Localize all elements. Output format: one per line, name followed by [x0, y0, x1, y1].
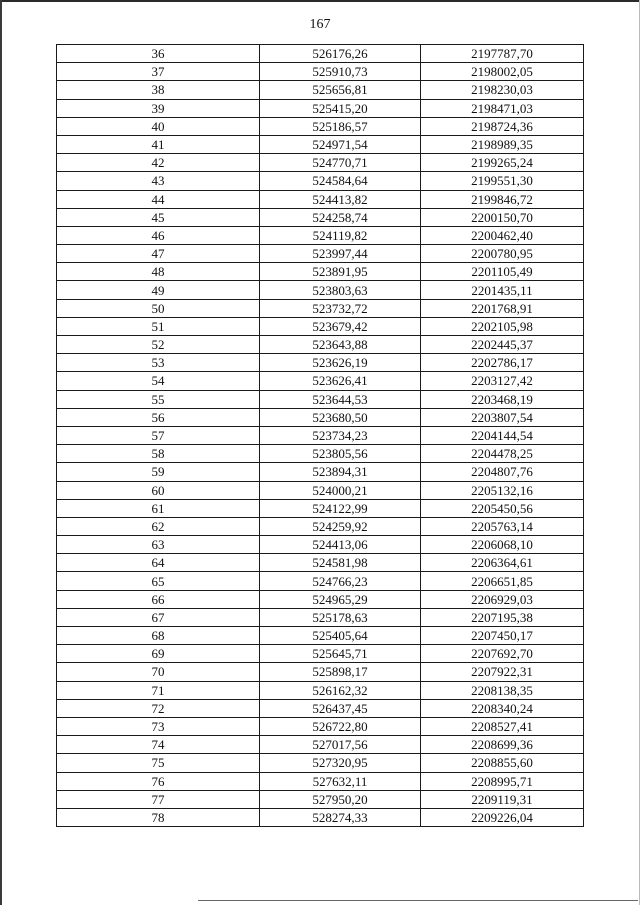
x-coordinate-cell: 525186,57: [260, 117, 421, 135]
point-number-cell: 64: [57, 554, 260, 572]
table-row: [57, 408, 584, 426]
y-coordinate-cell: 2204478,25: [421, 445, 584, 463]
x-coordinate-cell: 523894,31: [260, 463, 421, 481]
y-coordinate-cell: 2200150,70: [421, 208, 584, 226]
y-coordinate-cell: 2208855,60: [421, 754, 584, 772]
x-coordinate-cell: 525405,64: [260, 627, 421, 645]
point-number-cell: 75: [57, 754, 260, 772]
y-coordinate-cell: 2201768,91: [421, 299, 584, 317]
table-row: [57, 190, 584, 208]
x-coordinate-cell: 523643,88: [260, 336, 421, 354]
x-coordinate-cell: 527320,95: [260, 754, 421, 772]
point-number-cell: 39: [57, 99, 260, 117]
y-coordinate-cell: 2198471,03: [421, 99, 584, 117]
point-number-cell: 58: [57, 445, 260, 463]
point-number-cell: 70: [57, 663, 260, 681]
point-number-cell: 53: [57, 354, 260, 372]
table-row: [57, 663, 584, 681]
x-coordinate-cell: 523732,72: [260, 299, 421, 317]
y-coordinate-cell: 2203807,54: [421, 408, 584, 426]
point-number-cell: 54: [57, 372, 260, 390]
y-coordinate-cell: 2200780,95: [421, 245, 584, 263]
table-row: [57, 390, 584, 408]
x-coordinate-cell: 524584,64: [260, 172, 421, 190]
page-number: 167: [309, 17, 331, 32]
y-coordinate-cell: 2198002,05: [421, 63, 584, 81]
y-coordinate-cell: 2207692,70: [421, 645, 584, 663]
x-coordinate-cell: 525415,20: [260, 99, 421, 117]
point-number-cell: 69: [57, 645, 260, 663]
scan-edge-top: [0, 0, 640, 2]
x-coordinate-cell: 524766,23: [260, 572, 421, 590]
y-coordinate-cell: 2199846,72: [421, 190, 584, 208]
x-coordinate-cell: 527632,11: [260, 772, 421, 790]
x-coordinate-cell: 524259,92: [260, 517, 421, 535]
table-row: [57, 554, 584, 572]
point-number-cell: 56: [57, 408, 260, 426]
y-coordinate-cell: 2203468,19: [421, 390, 584, 408]
x-coordinate-cell: 526722,80: [260, 717, 421, 735]
y-coordinate-cell: 2198230,03: [421, 81, 584, 99]
table-row: [57, 45, 584, 63]
point-number-cell: 43: [57, 172, 260, 190]
x-coordinate-cell: 525178,63: [260, 608, 421, 626]
table-row: [57, 208, 584, 226]
point-number-cell: 78: [57, 808, 260, 826]
y-coordinate-cell: 2208340,24: [421, 699, 584, 717]
x-coordinate-cell: 525645,71: [260, 645, 421, 663]
y-coordinate-cell: 2206364,61: [421, 554, 584, 572]
x-coordinate-cell: 523997,44: [260, 245, 421, 263]
table-row: [57, 736, 584, 754]
y-coordinate-cell: 2207450,17: [421, 627, 584, 645]
x-coordinate-cell: 524258,74: [260, 208, 421, 226]
point-number-cell: 44: [57, 190, 260, 208]
point-number-cell: 65: [57, 572, 260, 590]
table-row: [57, 590, 584, 608]
point-number-cell: 57: [57, 426, 260, 444]
y-coordinate-cell: 2202786,17: [421, 354, 584, 372]
table-row: [57, 717, 584, 735]
y-coordinate-cell: 2207922,31: [421, 663, 584, 681]
point-number-cell: 76: [57, 772, 260, 790]
table-row: [57, 481, 584, 499]
y-coordinate-cell: 2201105,49: [421, 263, 584, 281]
table-row: [57, 608, 584, 626]
point-number-cell: 47: [57, 245, 260, 263]
x-coordinate-cell: 523891,95: [260, 263, 421, 281]
point-number-cell: 40: [57, 117, 260, 135]
table-row: [57, 372, 584, 390]
point-number-cell: 49: [57, 281, 260, 299]
table-row: [57, 81, 584, 99]
x-coordinate-cell: 523626,19: [260, 354, 421, 372]
point-number-cell: 67: [57, 608, 260, 626]
point-number-cell: 42: [57, 154, 260, 172]
table-row: [57, 517, 584, 535]
y-coordinate-cell: 2199551,30: [421, 172, 584, 190]
table-row: [57, 336, 584, 354]
table-row: [57, 808, 584, 826]
y-coordinate-cell: 2202105,98: [421, 317, 584, 335]
y-coordinate-cell: 2205132,16: [421, 481, 584, 499]
point-number-cell: 36: [57, 45, 260, 63]
y-coordinate-cell: 2208995,71: [421, 772, 584, 790]
y-coordinate-cell: 2206929,03: [421, 590, 584, 608]
table-row: [57, 354, 584, 372]
x-coordinate-cell: 524971,54: [260, 135, 421, 153]
table-row: [57, 317, 584, 335]
table-row: [57, 499, 584, 517]
point-number-cell: 55: [57, 390, 260, 408]
coordinates-table: [56, 44, 584, 827]
y-coordinate-cell: 2205763,14: [421, 517, 584, 535]
scan-edge-left: [0, 0, 2, 905]
y-coordinate-cell: 2204144,54: [421, 426, 584, 444]
point-number-cell: 66: [57, 590, 260, 608]
y-coordinate-cell: 2202445,37: [421, 336, 584, 354]
x-coordinate-cell: 525656,81: [260, 81, 421, 99]
x-coordinate-cell: 524413,06: [260, 536, 421, 554]
table-row: [57, 263, 584, 281]
x-coordinate-cell: 524119,82: [260, 226, 421, 244]
point-number-cell: 48: [57, 263, 260, 281]
point-number-cell: 77: [57, 790, 260, 808]
point-number-cell: 41: [57, 135, 260, 153]
point-number-cell: 51: [57, 317, 260, 335]
point-number-cell: 38: [57, 81, 260, 99]
table-row: [57, 572, 584, 590]
point-number-cell: 62: [57, 517, 260, 535]
x-coordinate-cell: 523626,41: [260, 372, 421, 390]
point-number-cell: 74: [57, 736, 260, 754]
table-row: [57, 154, 584, 172]
table-row: [57, 135, 584, 153]
point-number-cell: 46: [57, 226, 260, 244]
x-coordinate-cell: 526437,45: [260, 699, 421, 717]
x-coordinate-cell: 523803,63: [260, 281, 421, 299]
y-coordinate-cell: 2201435,11: [421, 281, 584, 299]
y-coordinate-cell: 2208699,36: [421, 736, 584, 754]
x-coordinate-cell: 523734,23: [260, 426, 421, 444]
x-coordinate-cell: 527950,20: [260, 790, 421, 808]
table-row: [57, 772, 584, 790]
y-coordinate-cell: 2207195,38: [421, 608, 584, 626]
x-coordinate-cell: 524413,82: [260, 190, 421, 208]
x-coordinate-cell: 524581,98: [260, 554, 421, 572]
table-row: [57, 426, 584, 444]
y-coordinate-cell: 2209226,04: [421, 808, 584, 826]
table-row: [57, 681, 584, 699]
y-coordinate-cell: 2200462,40: [421, 226, 584, 244]
table-row: [57, 299, 584, 317]
table-row: [57, 627, 584, 645]
table-row: [57, 699, 584, 717]
table-row: [57, 790, 584, 808]
y-coordinate-cell: 2197787,70: [421, 45, 584, 63]
x-coordinate-cell: 524000,21: [260, 481, 421, 499]
x-coordinate-cell: 525898,17: [260, 663, 421, 681]
table-row: [57, 172, 584, 190]
point-number-cell: 68: [57, 627, 260, 645]
y-coordinate-cell: 2203127,42: [421, 372, 584, 390]
y-coordinate-cell: 2209119,31: [421, 790, 584, 808]
x-coordinate-cell: 527017,56: [260, 736, 421, 754]
point-number-cell: 50: [57, 299, 260, 317]
point-number-cell: 45: [57, 208, 260, 226]
y-coordinate-cell: 2204807,76: [421, 463, 584, 481]
x-coordinate-cell: 524122,99: [260, 499, 421, 517]
y-coordinate-cell: 2198724,36: [421, 117, 584, 135]
table-row: [57, 245, 584, 263]
table-row: [57, 536, 584, 554]
coordinates-table-body: [57, 45, 584, 827]
point-number-cell: 61: [57, 499, 260, 517]
point-number-cell: 52: [57, 336, 260, 354]
y-coordinate-cell: 2208138,35: [421, 681, 584, 699]
table-row: [57, 645, 584, 663]
table-row: [57, 117, 584, 135]
point-number-cell: 37: [57, 63, 260, 81]
x-coordinate-cell: 526176,26: [260, 45, 421, 63]
x-coordinate-cell: 523644,53: [260, 390, 421, 408]
table-row: [57, 99, 584, 117]
x-coordinate-cell: 528274,33: [260, 808, 421, 826]
point-number-cell: 72: [57, 699, 260, 717]
y-coordinate-cell: 2206651,85: [421, 572, 584, 590]
point-number-cell: 60: [57, 481, 260, 499]
point-number-cell: 71: [57, 681, 260, 699]
table-row: [57, 445, 584, 463]
y-coordinate-cell: 2206068,10: [421, 536, 584, 554]
x-coordinate-cell: 523805,56: [260, 445, 421, 463]
point-number-cell: 73: [57, 717, 260, 735]
table-row: [57, 754, 584, 772]
table-row: [57, 226, 584, 244]
y-coordinate-cell: 2199265,24: [421, 154, 584, 172]
table-row: [57, 463, 584, 481]
point-number-cell: 59: [57, 463, 260, 481]
x-coordinate-cell: 524965,29: [260, 590, 421, 608]
x-coordinate-cell: 526162,32: [260, 681, 421, 699]
point-number-cell: 63: [57, 536, 260, 554]
x-coordinate-cell: 523680,50: [260, 408, 421, 426]
y-coordinate-cell: 2205450,56: [421, 499, 584, 517]
table-row: [57, 63, 584, 81]
y-coordinate-cell: 2208527,41: [421, 717, 584, 735]
x-coordinate-cell: 524770,71: [260, 154, 421, 172]
y-coordinate-cell: 2198989,35: [421, 135, 584, 153]
table-row: [57, 281, 584, 299]
x-coordinate-cell: 523679,42: [260, 317, 421, 335]
x-coordinate-cell: 525910,73: [260, 63, 421, 81]
scan-edge-bottom: [198, 900, 638, 901]
